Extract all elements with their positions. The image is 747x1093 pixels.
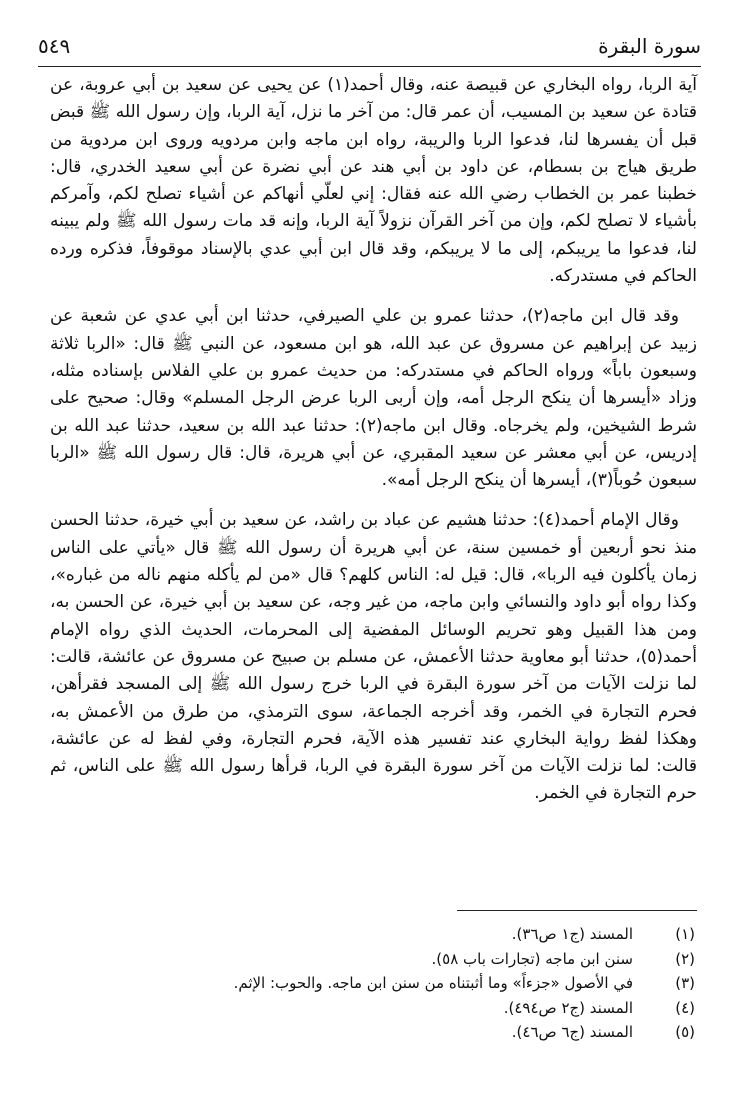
footnote-item (52, 1020, 695, 1045)
paragraph-1: آية الربا، رواه البخاري عن قبيصة عنه، وقال أحمد(١) عن يحيى عن سعيد بن أبي عروبة، عن قتادة عن سعيد بن المسيب، أن عمر قال: من آخر ما نزل، آية الربا، وإن رسول الله ﷺ قبض قبل أن يفسرها لنا، فدعوا الربا والريبة، رواه ابن ماجه وابن مردويه وروى ابن مردوية من طريق هياج بن بسطام، عن داود بن أبي هند عن أبي نضرة عن أبي سعيد الخدري، قال: خطبنا عمر بن الخطاب رضي الله عنه فقال: إني لعلّي أنهاكم عن أشياء تصلح لكم، وآمركم بأشياء لا تصلح لكم، وإن من آخر القرآن نزولاً آية الربا، وإنه قد مات رسول الله ﷺ ولم يبينه لنا، فدعوا ما يريبكم، إلى ما لا يريبكم، وقد قال ابن أبي عدي بالإسناد موقوفاً، فذكره ورده الحاكم في مستدركه. (50, 75, 698, 287)
footnote-item (52, 947, 695, 972)
footnote-divider (457, 910, 697, 911)
footnote-number: (٤) (675, 998, 695, 1017)
header-divider (38, 66, 701, 67)
footnote-text: في الأصول «جزءاً» وما أثبتناه من سنن ابن ماجه. والحوب: الإثم. (233, 974, 633, 992)
footnote-item (52, 996, 695, 1021)
main-text (50, 72, 697, 808)
footnote-number: (١) (675, 925, 695, 943)
paragraph-3: وقال الإمام أحمد(٤): حدثنا هشيم عن عباد بن راشد، عن سعيد بن أبي خيرة، حدثنا الحسن منذ نحو أربعين أو خمسين سنة، عن أبي هريرة أن رسول الله ﷺ قال «يأتي على الناس زمان يأكلون فيه الربا»، قال: قيل له: الناس كلهم؟ قال «من لم يأكله منهم ناله من غباره»، وكذا رواه أبو داود والنسائي وابن ماجه، من غير وجه، عن سعيد بن أبي خيرة، عن الحسن به، ومن هذا القبيل وهو تحريم الوسائل المفضية إلى المحرمات، الحديث الذي رواه الإمام أحمد(٥)، حدثنا أبو معاوية حدثنا الأعمش، عن مسلم بن صبيح عن مسروق عن عائشة، قالت: لما نزلت الآيات من آخر سورة البقرة في الربا خرج رسول الله ﷺ إلى المسجد فقرأهن، فحرم التجارة في الخمر، وقد أخرجه الجماعة، سوى الترمذي، من طرق من الأعمش به، وهكذا لفظ رواية البخاري عند تفسير هذه الآية، فحرم التجارة، وفي لفظ له عن عائشة، قالت: لما نزلت الآيات من آخر سورة البقرة في الربا، قرأها رسول الله ﷺ على الناس، ثم حرم التجارة في الخمر. (50, 510, 697, 804)
footnote-text: المسند (ج٦ ص٤٦). (511, 1023, 633, 1041)
running-title: سورة البقرة (598, 34, 701, 58)
footnote-item (52, 922, 695, 947)
footnote-text: المسند (ج١ ص٣٦). (511, 925, 633, 943)
footnote-text: سنن ابن ماجه (تجارات باب ٥٨). (431, 949, 633, 968)
page-header (38, 32, 701, 66)
footnote-number: (٢) (675, 949, 695, 968)
footnote-number: (٥) (675, 1023, 695, 1041)
footnote-text: المسند (ج٢ ص٤٩٤). (503, 998, 633, 1017)
footnote-number: (٣) (675, 974, 695, 992)
footnotes (52, 922, 695, 1045)
paragraph-2: وقد قال ابن ماجه(٢)، حدثنا عمرو بن علي الصيرفي، حدثنا ابن أبي عدي عن شعبة عن زبيد عن إبراهيم عن مسروق عن عبد الله، هو ابن مسعود، عن النبي ﷺ قال: «الربا ثلاثة وسبعون باباً» ورواه الحاكم في مستدركه: من حديث عمرو بن علي الفلاس بإسناده مثله، وزاد «أيسرها أن ينكح الرجل أمه، وإن أربى الربا عرض الرجل المسلم» وقال: صحيح على شرط الشيخين، ولم يخرجاه. وقال ابن ماجه(٢): حدثنا عبد الله بن سعيد، حدثنا عبد الله بن إدريس، عن أبي معشر عن سعيد المقبري، عن أبي هريرة، قال: قال رسول الله ﷺ «الربا سبعون حُوباً(٣)، أيسرها أن ينكح الرجل أمه». (50, 306, 697, 491)
footnote-item (52, 971, 695, 996)
page-number: ٥٤٩ (38, 34, 71, 58)
